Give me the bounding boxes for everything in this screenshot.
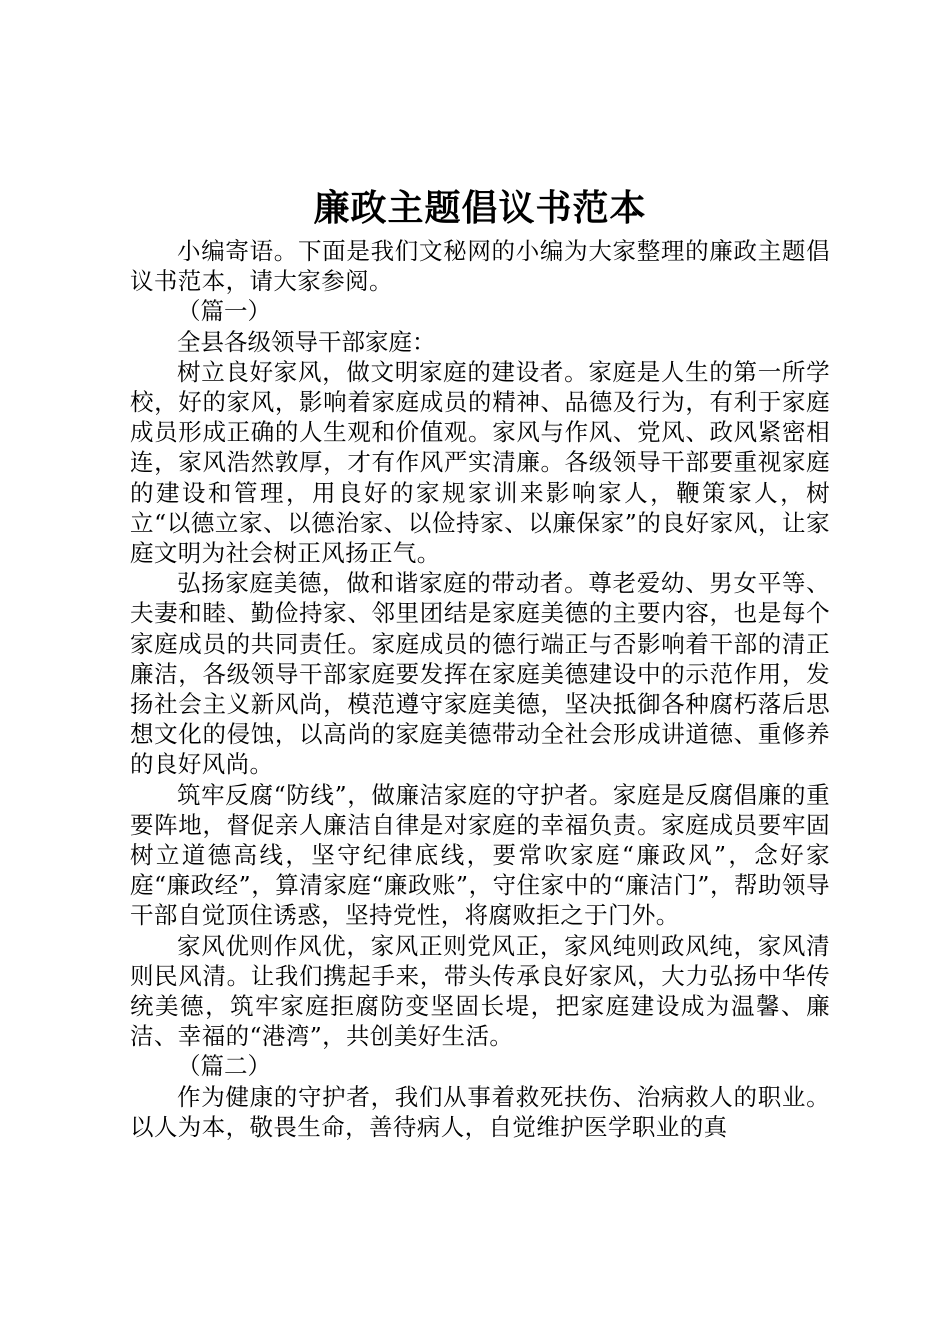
body-paragraph-4: 家风优则作风优，家风正则党风正，家风纯则政风纯，家风清则民风清。让我们携起手来，带头传承良好家风，大力弘扬中华传统美德，筑牢家庭拒腐防变坚固长堤，把家庭建设成为温馨、廉洁、幸福的“港湾”，共创美好生活。 [130, 931, 830, 1051]
document-title: 廉政主题倡议书范本 [313, 187, 647, 229]
body-paragraph-5: 作为健康的守护者，我们从事着救死扶伤、治病救人的职业。以人为本，敬畏生命，善待病人，自觉维护医学职业的真 [130, 1082, 830, 1141]
salutation: 全县各级领导干部家庭： [177, 327, 436, 356]
body-paragraph-2: 弘扬家庭美德，做和谐家庭的带动者。尊老爱幼、男女平等、夫妻和睦、勤俭持家、邻里团结是家庭美德的主要内容，也是每个家庭成员的共同责任。家庭成员的德行端正与否影响着干部的清正廉洁，各级领导干部家庭要发挥在家庭美德建设中的示范作用，发扬社会主义新风尚，模范遵守家庭美德，坚决抵御各种腐朽落后思想文化的侵蚀，以高尚的家庭美德带动全社会形成讲道德、重修养的良好风尚。 [130, 569, 830, 779]
intro-paragraph: 小编寄语。下面是我们文秘网的小编为大家整理的廉政主题倡议书范本，请大家参阅。 [130, 237, 830, 296]
section-heading-2: （篇二） [177, 1052, 271, 1081]
body-paragraph-3: 筑牢反腐“防线”，做廉洁家庭的守护者。家庭是反腐倡廉的重要阵地，督促亲人廉洁自律是对家庭的幸福负责。家庭成员要牢固树立道德高线，坚守纪律底线，要常吹家庭“廉政风”，念好家庭“廉政经”，算清家庭“廉政账”，守住家中的“廉洁门”，帮助领导干部自觉顶住诱惑，坚持党性，将腐败拒之于门外。 [130, 780, 830, 930]
document-page [130, 180, 830, 1142]
body-paragraph-1: 树立良好家风，做文明家庭的建设者。家庭是人生的第一所学校，好的家风，影响着家庭成员的精神、品德及行为，有利于家庭成员形成正确的人生观和价值观。家风与作风、党风、政风紧密相连，家风浩然敦厚，才有作风严实清廉。各级领导干部要重视家庭的建设和管理，用良好的家规家训来影响家人，鞭策家人，树立“以德立家、以德治家、以俭持家、以廉保家”的良好家风，让家庭文明为社会树正风扬正气。 [130, 357, 830, 568]
section-heading-1: （篇一） [177, 297, 271, 326]
